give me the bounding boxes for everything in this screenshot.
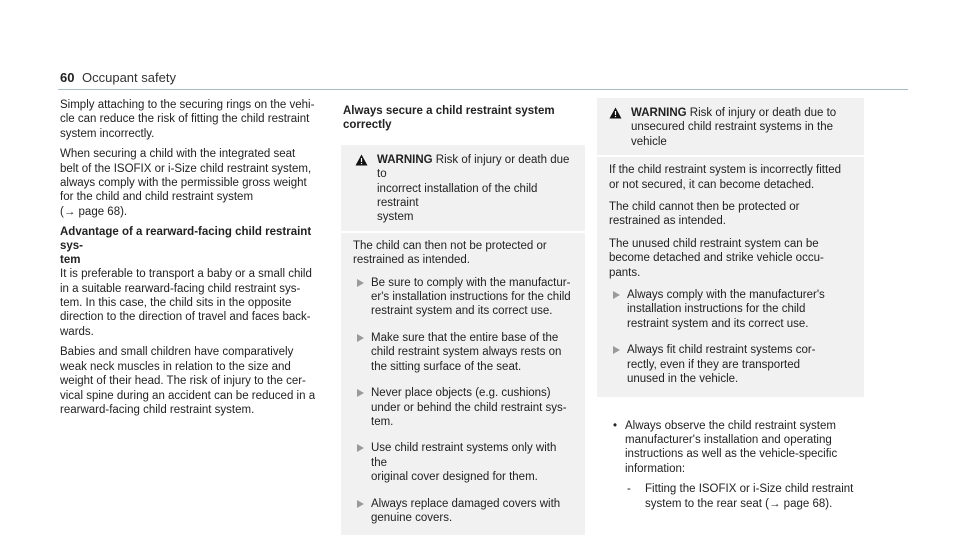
arrow-right-icon: [609, 343, 627, 357]
step-text: Always replace damaged covers with genuine covers.: [371, 497, 561, 524]
step-text: Make sure that the entire base of the child restraint system always rests on the sitting surface of the seat.: [371, 331, 562, 373]
sub-bullet-text: Fitting the ISOFIX or i-Size child restraint system to the rear seat (→ page 68).: [645, 483, 854, 510]
arrow-right-icon: [609, 288, 627, 302]
instruction-step: [353, 276, 575, 319]
header-rule: [58, 89, 908, 90]
warning-text: Risk of injury or death due to unsecured child restraint systems in the vehicle: [631, 107, 837, 148]
warning-box: [597, 98, 864, 397]
column-left: [60, 98, 327, 423]
bullet-item: [597, 419, 864, 477]
subheading: Advantage of a rearward-facing child restraint sys- tem: [60, 226, 312, 267]
column-right: [597, 98, 864, 511]
paragraph: It is preferable to transport a baby or a small child in a suitable rearward-facing child restraint sys- tem. In this case, the child sits in the opposite direction to the direction of travel and faces back- wards.: [60, 268, 312, 338]
warning-header: [597, 98, 864, 153]
bullet-symbol: •: [613, 419, 618, 432]
step-text: Always comply with the manufacturer's installation instructions for the child restraint system and its correct use.: [627, 289, 825, 330]
column-middle: [341, 98, 585, 535]
page-header: [0, 0, 960, 92]
instruction-step: [353, 331, 575, 374]
step-text: Always fit child restraint systems cor- rectly, even if they are transported unused in the vehicle.: [627, 344, 816, 386]
instruction-step: [353, 441, 575, 484]
warning-body: [341, 233, 585, 535]
warning-triangle-icon: [609, 106, 631, 120]
arrow-right-icon: [353, 276, 371, 290]
warning-label: WARNING: [377, 153, 433, 166]
paragraph: Babies and small children have comparatively weak neck muscles in relation to the size and weight of their head. The risk of injury to the cer- vical spine during an accident can be reduced in a rearward-facing child restraint system.: [60, 346, 316, 416]
arrow-right-icon: [353, 497, 371, 511]
paragraph: The unused child restraint system can be become detached and strike vehicle occu- pants.: [609, 237, 824, 279]
warning-text: Risk of injury or death due to incorrect installation of the child restraint system: [377, 153, 570, 224]
instruction-step: [609, 343, 854, 386]
warning-body: [597, 157, 864, 396]
bullet-text: Always observe the child restraint system manufacturer's installation and operating instructions as well as the vehicle-specific information:: [625, 419, 838, 475]
instruction-step: [353, 386, 575, 429]
page-number: 60: [60, 70, 75, 85]
section-title: Occupant safety: [82, 70, 176, 85]
instruction-step: [353, 497, 575, 526]
sub-bullet-item: [625, 482, 864, 511]
arrow-right-icon: [353, 441, 371, 455]
paragraph: The child cannot then be protected or restrained as intended.: [609, 201, 800, 228]
warning-header: [341, 145, 585, 229]
paragraph: If the child restraint system is incorrectly fitted or not secured, it can become detached.: [609, 164, 841, 191]
paragraph: Simply attaching to the securing rings on the vehi- cle can reduce the risk of fitting the child restraint system incorrectly.: [60, 99, 315, 140]
paragraph: When securing a child with the integrated seat belt of the ISOFIX or i-Size child restraint system, always comply with the permissible gross weight for the child and child restraint system (→ page 68).: [60, 148, 312, 218]
instruction-step: [609, 288, 854, 331]
section-heading: Always secure a child restraint system correctly: [343, 105, 555, 132]
dash-symbol: -: [627, 483, 631, 496]
arrow-right-icon: [353, 331, 371, 345]
warning-label: WARNING: [631, 107, 687, 119]
arrow-right-icon: [353, 386, 371, 400]
step-text: Never place objects (e.g. cushions) under or behind the child restraint sys- tem.: [371, 387, 567, 428]
step-text: Be sure to comply with the manufactur- er's installation instructions for the child restraint system and its correct use.: [371, 276, 571, 318]
warning-box: [341, 145, 585, 535]
warning-triangle-icon: [355, 153, 377, 167]
step-text: Use child restraint systems only with the original cover designed for them.: [371, 442, 557, 484]
paragraph: The child can then not be protected or restrained as intended.: [353, 239, 547, 267]
